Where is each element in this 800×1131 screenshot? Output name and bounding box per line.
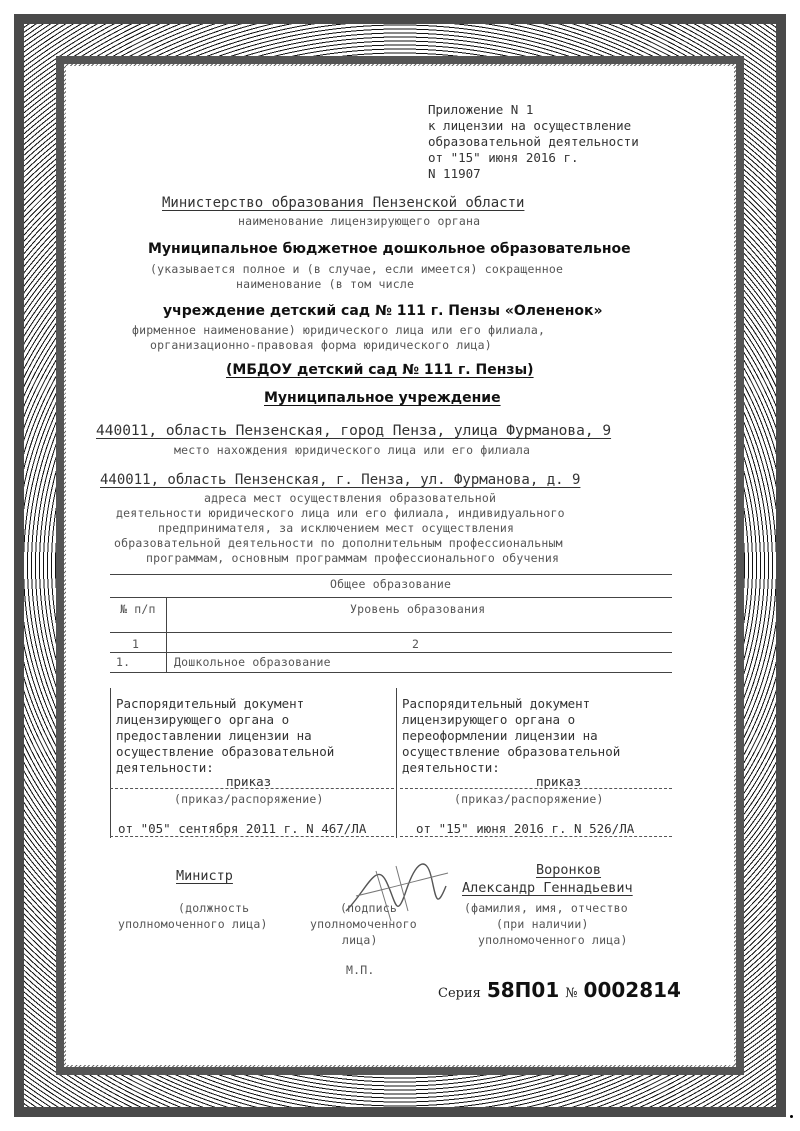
doc-left-type-caption: (приказ/распоряжение) <box>174 792 324 806</box>
organization-name-line-1: Муниципальное бюджетное дошкольное образовательное <box>148 241 631 257</box>
signer-position: Министр <box>176 868 233 884</box>
organization-caption-2b: организационно-правовая форма юридического лица) <box>150 338 492 352</box>
table-bottom-border <box>110 672 672 673</box>
doc-left-line-1: Распорядительный документ <box>116 696 305 711</box>
table-section-border <box>110 597 672 598</box>
doc-right-line-2: лицензирующего органа о <box>402 712 576 727</box>
signer-name-caption-1: (фамилия, имя, отчество <box>464 901 628 915</box>
document-page <box>66 66 734 1065</box>
signature-caption-3: лица) <box>342 933 378 947</box>
table-row-1-num: 1. <box>116 655 131 669</box>
signer-position-caption-2: уполномоченного лица) <box>118 917 268 931</box>
table-col1-header: № п/п <box>120 602 156 616</box>
appendix-line-2: к лицензии на осуществление <box>428 118 632 133</box>
doc-right-date-number: от "15" июня 2016 г. N 526/ЛА <box>416 821 635 836</box>
number-value: 0002814 <box>583 978 681 1002</box>
appendix-line-3: образовательной деятельности <box>428 134 639 149</box>
doc-left-date-number: от "05" сентября 2011 г. N 467/ЛА <box>118 821 367 836</box>
table-number-border <box>110 652 672 653</box>
activity-caption-4: образовательной деятельности по дополнительным профессиональным <box>114 536 563 550</box>
doc-right-type-caption: (приказ/распоряжение) <box>454 792 604 806</box>
organization-caption-1b: наименование (в том числе <box>236 277 415 291</box>
table-header-border <box>110 632 672 633</box>
organization-caption-1a: (указывается полное и (в случае, если имеется) сокращенное <box>150 262 564 276</box>
doc-middle-border <box>396 688 397 838</box>
scan-speck <box>790 1115 793 1118</box>
doc-right-date-line <box>400 836 672 837</box>
table-top-border <box>110 574 672 575</box>
doc-left-line-5: деятельности: <box>116 760 214 775</box>
activity-caption-3: предпринимателя, за исключением мест осуществления <box>158 521 515 535</box>
authority-name: Министерство образования Пензенской области <box>162 195 525 211</box>
signature-caption-2: уполномоченного <box>310 917 417 931</box>
signature-caption-1: (подпись <box>340 901 397 915</box>
table-col2-number: 2 <box>412 637 420 651</box>
table-col1-number: 1 <box>132 637 140 651</box>
table-section-title: Общее образование <box>330 577 452 591</box>
doc-right-type-line <box>400 788 672 789</box>
series-label: Серия <box>438 986 481 1001</box>
signer-name-caption-2: (при наличии) <box>496 917 589 931</box>
table-row-1-level: Дошкольное образование <box>174 655 331 669</box>
organization-name-line-2: учреждение детский сад № 111 г. Пензы «Олененок» <box>163 303 603 319</box>
activity-address: 440011, область Пензенская, г. Пенза, ул. Фурманова, д. 9 <box>100 472 581 488</box>
doc-right-line-1: Распорядительный документ <box>402 696 591 711</box>
organization-legal-form: Муниципальное учреждение <box>264 390 501 406</box>
stamp-place-label: М.П. <box>346 963 375 977</box>
signer-position-caption-1: (должность <box>178 901 250 915</box>
authority-caption: наименование лицензирующего органа <box>238 214 481 228</box>
doc-right-line-5: деятельности: <box>402 760 500 775</box>
signer-name-caption-3: уполномоченного лица) <box>478 933 628 947</box>
doc-right-line-4: осуществление образовательной <box>402 744 621 759</box>
activity-caption-1: адреса мест осуществления образовательной <box>204 491 497 505</box>
series-value: 58П01 <box>486 978 560 1002</box>
doc-right-type: приказ <box>536 774 582 789</box>
doc-left-type-line <box>110 788 394 789</box>
organization-short-name: (МБДОУ детский сад № 111 г. Пензы) <box>226 362 534 378</box>
appendix-date: от "15" июня 2016 г. <box>428 150 579 165</box>
appendix-title: Приложение N 1 <box>428 102 534 117</box>
doc-left-border <box>110 688 111 838</box>
doc-right-line-3: переоформлении лицензии на <box>402 728 598 743</box>
doc-left-line-2: лицензирующего органа о <box>116 712 290 727</box>
signer-given-names: Александр Геннадьевич <box>462 880 633 896</box>
signer-surname: Воронков <box>536 862 602 878</box>
doc-left-line-3: предоставлении лицензии на <box>116 728 312 743</box>
table-col-divider <box>166 597 167 672</box>
location-caption: место нахождения юридического лица или его филиала <box>174 443 531 457</box>
organization-caption-2a: фирменное наименование) юридического лица или его филиала, <box>132 323 546 337</box>
form-identifier <box>438 978 681 1002</box>
activity-caption-2: деятельности юридического лица или его филиала, индивидуального <box>116 506 565 520</box>
table-col2-header: Уровень образования <box>350 602 486 616</box>
location-address: 440011, область Пензенская, город Пенза, улица Фурманова, 9 <box>96 423 612 439</box>
doc-left-date-line <box>110 836 394 837</box>
number-label: № <box>565 986 578 1001</box>
doc-left-type: приказ <box>226 774 272 789</box>
appendix-number: N 11907 <box>428 166 481 181</box>
activity-caption-5: программам, основным программам профессионального обучения <box>146 551 560 565</box>
doc-left-line-4: осуществление образовательной <box>116 744 335 759</box>
